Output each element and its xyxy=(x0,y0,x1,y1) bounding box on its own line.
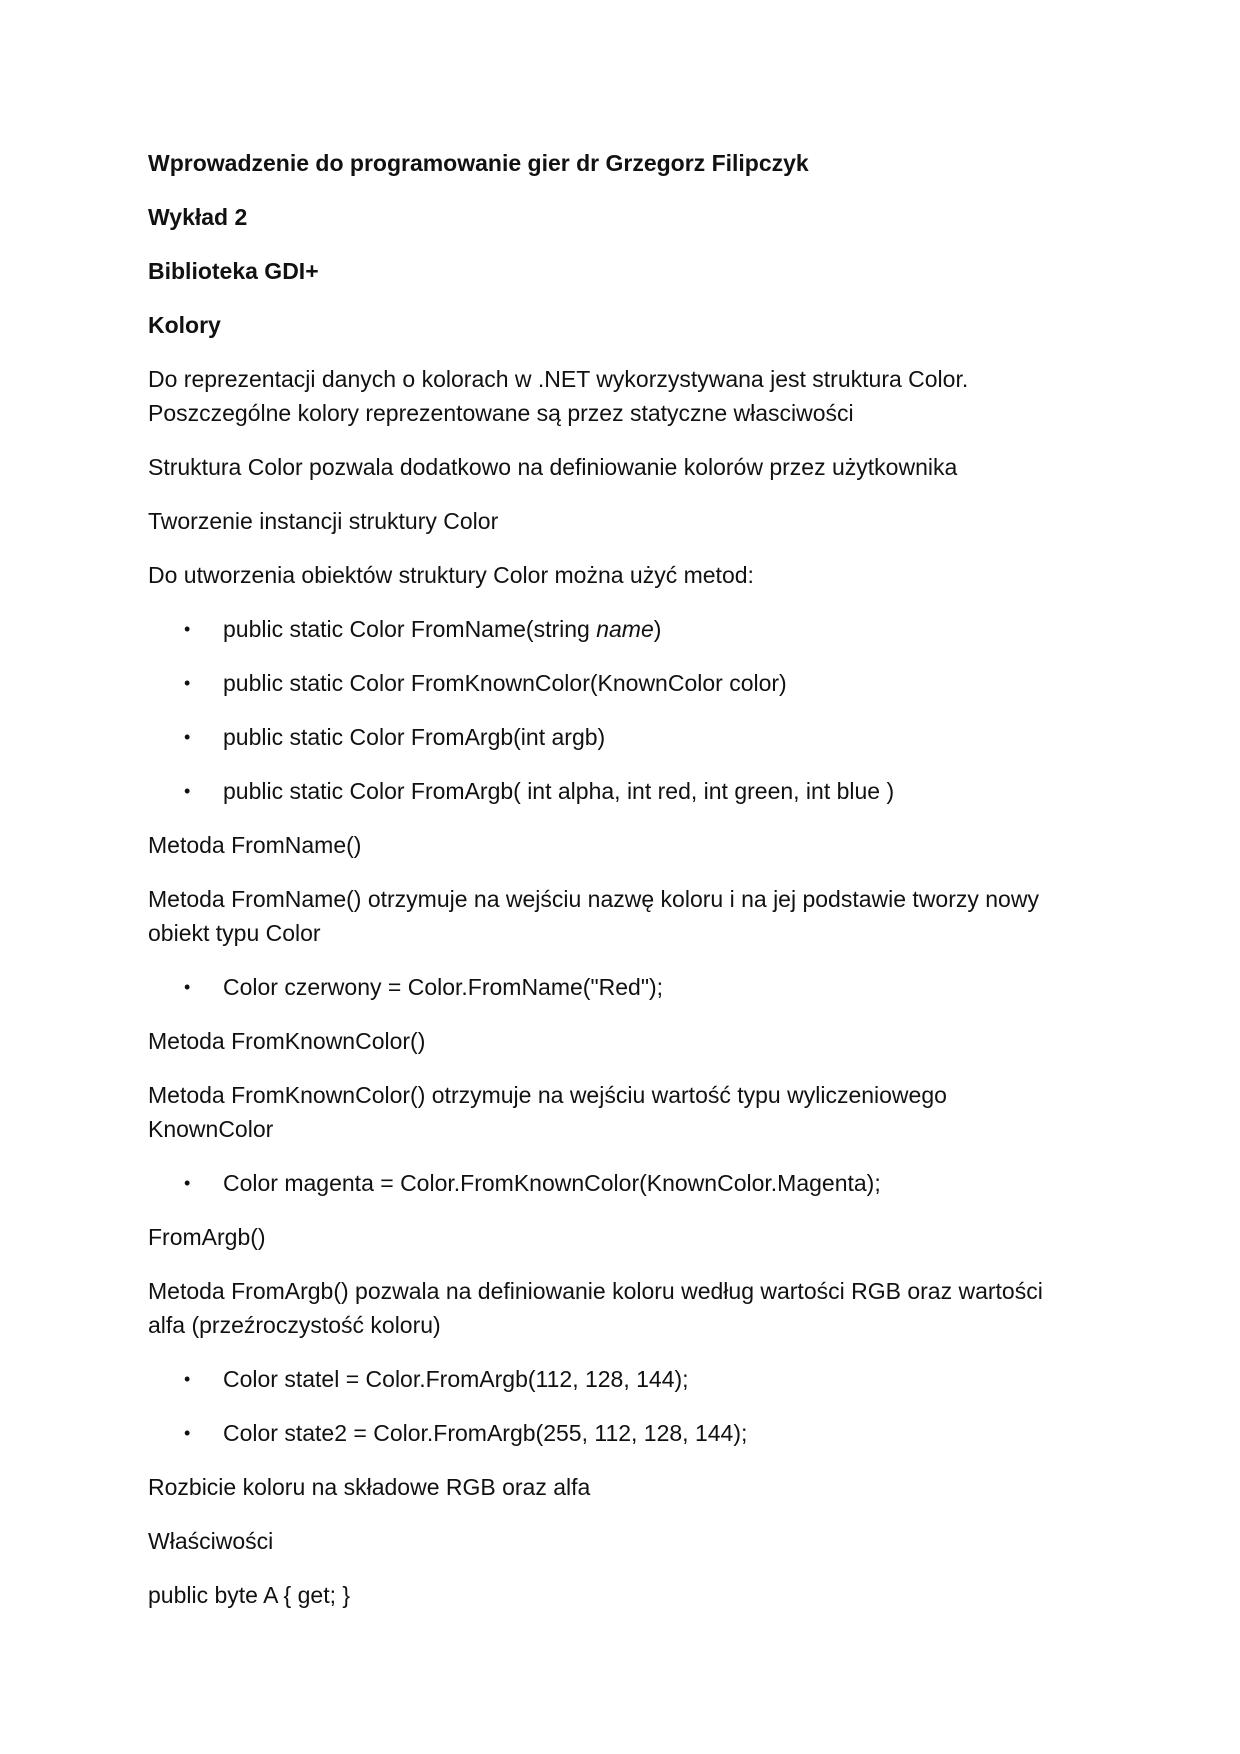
fromknowncolor-description: Metoda FromKnownColor() otrzymuje na wejściu wartość typu wyliczeniowego KnownColor xyxy=(148,1082,947,1142)
list-item xyxy=(148,1166,1090,1200)
fromname-description: Metoda FromName() otrzymuje na wejściu nazwę koloru i na jej podstawie tworzy nowy obiekt typu Color xyxy=(148,886,1039,946)
fromknowncolor-heading: Metoda FromKnownColor() xyxy=(148,1028,426,1054)
fromargb-description: Metoda FromArgb() pozwala na definiowanie koloru według wartości RGB oraz wartości alfa (przeźroczystość koloru) xyxy=(148,1278,1043,1338)
intro-paragraph-3: Tworzenie instancji struktury Color xyxy=(148,508,499,534)
fromknowncolor-example-list xyxy=(148,1166,1090,1200)
intro-paragraph-1: Do reprezentacji danych o kolorach w .NET wykorzystywana jest struktura Color. Poszczególne kolory reprezentowane są przez statyczne własciwości xyxy=(148,366,969,426)
list-item xyxy=(148,1362,1090,1396)
property-code: public byte A { get; } xyxy=(148,1582,351,1608)
section-heading-colors: Kolory xyxy=(148,312,221,338)
bullet-icon: • xyxy=(184,727,191,747)
list-item xyxy=(148,970,1090,1004)
document-title: Wprowadzenie do programowanie gier dr Grzegorz Filipczyk xyxy=(148,150,809,176)
fromargb-heading: FromArgb() xyxy=(148,1224,266,1250)
method-text: public static Color FromKnownColor(KnownColor color) xyxy=(223,670,787,696)
bullet-icon: • xyxy=(184,1369,191,1389)
bullet-icon: • xyxy=(184,673,191,693)
list-item xyxy=(148,1416,1090,1450)
list-item xyxy=(148,612,1090,646)
fromargb-example-list xyxy=(148,1362,1090,1450)
method-param-italic: name xyxy=(596,616,654,642)
properties-label: Właściwości xyxy=(148,1528,274,1554)
intro-paragraph-2: Struktura Color pozwala dodatkowo na definiowanie kolorów przez użytkownika xyxy=(148,454,958,480)
list-item xyxy=(148,774,1090,808)
bullet-icon: • xyxy=(184,1173,191,1193)
code-example: Color czerwony = Color.FromName("Red"); xyxy=(223,974,664,1000)
method-text: public static Color FromArgb( int alpha, int red, int green, int blue ) xyxy=(223,778,895,804)
lecture-label: Wykład 2 xyxy=(148,204,248,230)
code-example: Color magenta = Color.FromKnownColor(KnownColor.Magenta); xyxy=(223,1170,881,1196)
methods-list xyxy=(148,612,1090,808)
library-heading: Biblioteka GDI+ xyxy=(148,258,319,284)
decompose-heading: Rozbicie koloru na składowe RGB oraz alfa xyxy=(148,1474,591,1500)
code-example: Color state2 = Color.FromArgb(255, 112, 128, 144); xyxy=(223,1420,748,1446)
code-example: Color statel = Color.FromArgb(112, 128, 144); xyxy=(223,1366,689,1392)
list-item xyxy=(148,666,1090,700)
method-prefix: public static Color FromName(string xyxy=(223,616,597,642)
method-suffix: ) xyxy=(653,616,662,642)
fromname-example-list xyxy=(148,970,1090,1004)
intro-paragraph-4: Do utworzenia obiektów struktury Color można użyć metod: xyxy=(148,562,754,588)
bullet-icon: • xyxy=(184,781,191,801)
fromname-heading: Metoda FromName() xyxy=(148,832,362,858)
bullet-icon: • xyxy=(184,977,191,997)
method-text: public static Color FromArgb(int argb) xyxy=(223,724,606,750)
bullet-icon: • xyxy=(184,619,191,639)
bullet-icon: • xyxy=(184,1423,191,1443)
list-item xyxy=(148,720,1090,754)
